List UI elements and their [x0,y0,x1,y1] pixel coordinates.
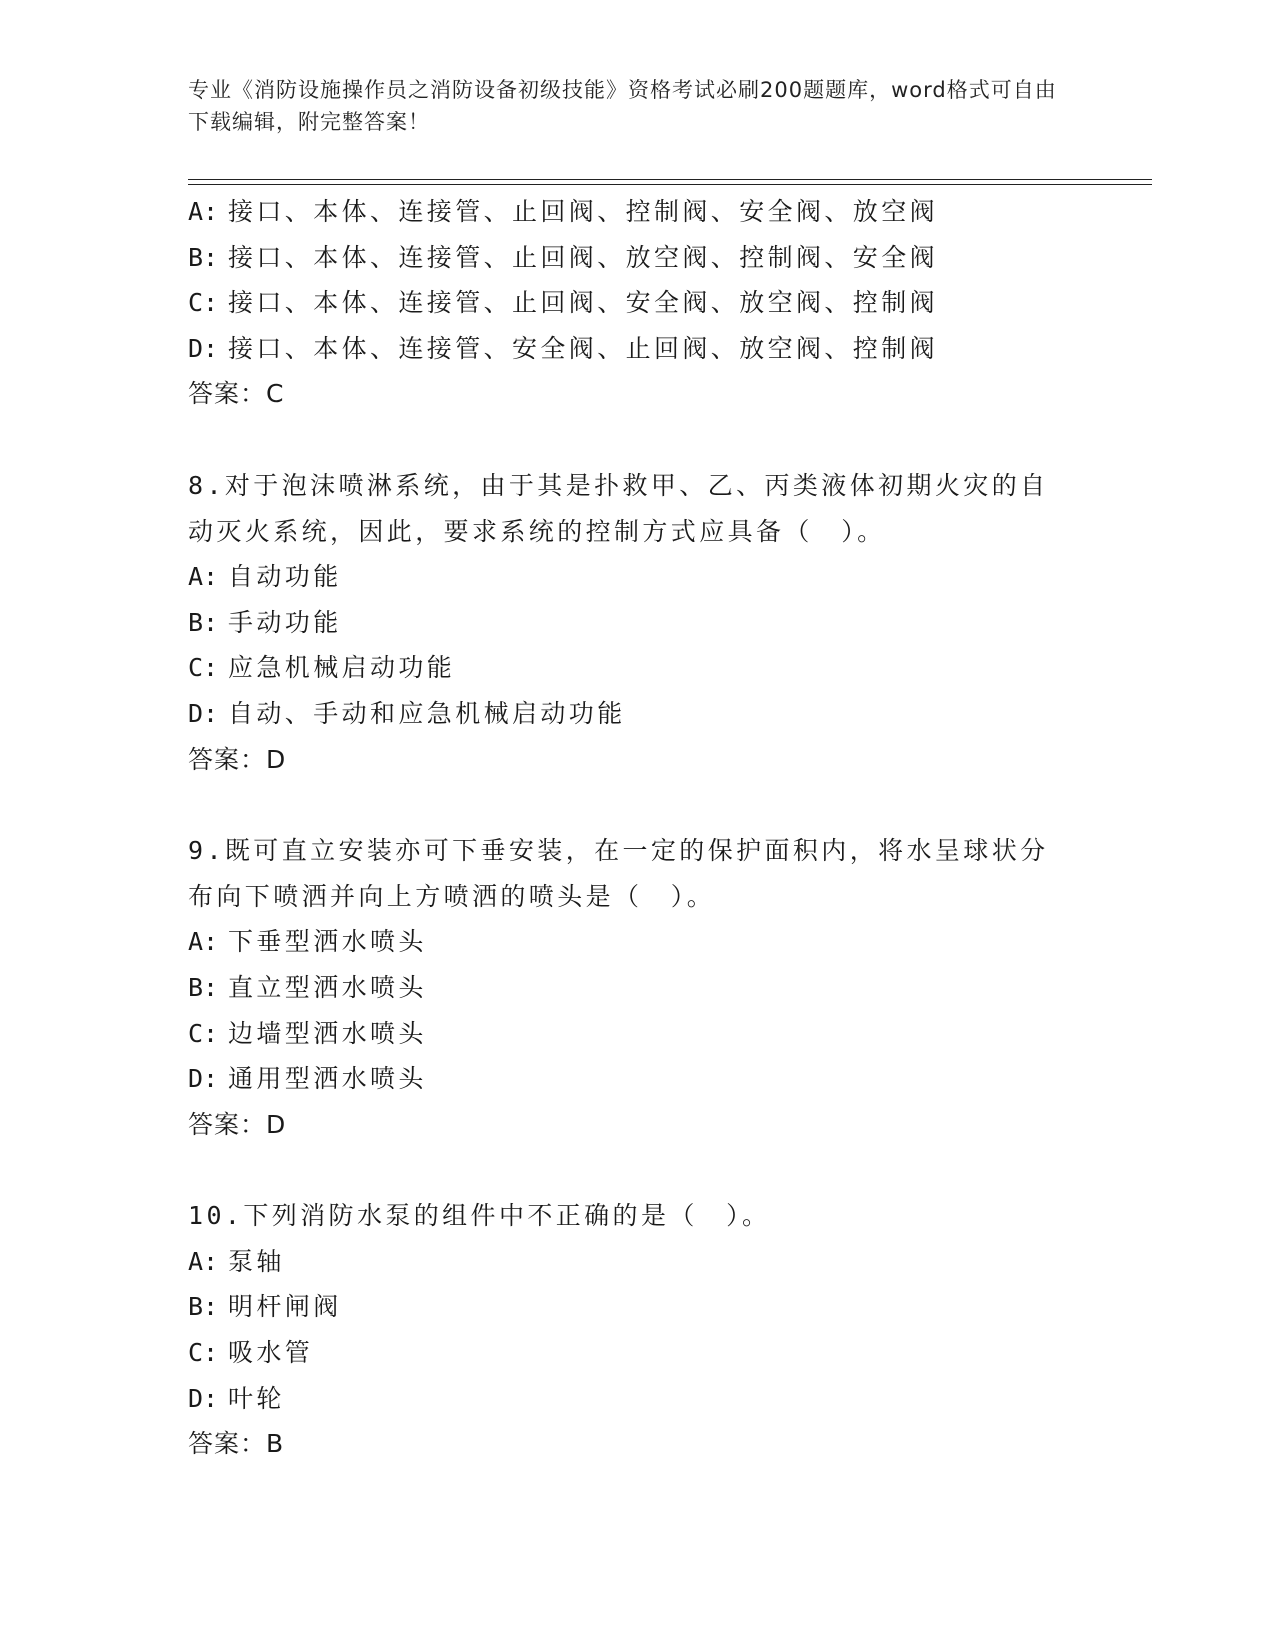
option-c [188,645,1148,691]
option-text: 接口、本体、连接管、止回阀、控制阀、安全阀、放空阀 [228,197,939,226]
option-a [188,919,1148,965]
option-key: B: [188,607,219,637]
option-d [188,691,1148,737]
answer-line: 答案：D [188,1109,287,1139]
header-divider-bottom [188,184,1152,185]
option-c [188,280,1148,326]
option-key: A: [188,1246,219,1276]
option-text: 边墙型洒水喷头 [228,1018,427,1048]
option-key: B: [188,242,219,272]
option-text: 叶轮 [228,1383,285,1413]
option-text: 接口、本体、连接管、止回阀、放空阀、控制阀、安全阀 [228,242,939,272]
option-c [188,1330,1148,1376]
option-b [188,600,1148,646]
option-text: 通用型洒水喷头 [228,1064,427,1094]
option-a [188,1239,1148,1285]
option-text: 接口、本体、连接管、安全阀、止回阀、放空阀、控制阀 [228,333,939,363]
option-text: 泵轴 [228,1246,285,1276]
option-text: 自动功能 [228,562,342,592]
option-key: B: [188,972,219,1002]
option-key: D: [188,1064,219,1094]
option-key: C: [188,653,219,683]
option-key: A: [188,562,219,592]
option-text: 自动、手动和应急机械启动功能 [228,698,626,728]
option-text: 直立型洒水喷头 [228,972,427,1002]
header-divider-top [188,179,1152,180]
option-key: B: [188,1292,219,1322]
option-key: A: [188,197,219,226]
option-text: 吸水管 [228,1338,314,1368]
option-text: 应急机械启动功能 [228,653,456,683]
option-b [188,965,1148,1011]
option-key: D: [188,333,219,363]
option-key: A: [188,927,219,957]
option-d [188,326,1148,372]
option-b [188,235,1148,281]
question-stem-line: 9.既可直立安装亦可下垂安装，在一定的保护面积内，将水呈球状分 [188,836,1049,866]
answer-line: 答案：B [188,1429,285,1459]
option-text: 接口、本体、连接管、止回阀、安全阀、放空阀、控制阀 [228,288,939,318]
question-stem-line: 10.下列消防水泵的组件中不正确的是（ ）。 [188,1201,771,1231]
question-stem-line: 布向下喷洒并向上方喷洒的喷头是（ ）。 [188,881,716,911]
option-key: C: [188,288,219,318]
option-text: 下垂型洒水喷头 [228,927,427,957]
question-content [188,189,1148,1467]
option-d [188,1376,1148,1422]
question-stem-line: 动灭火系统，因此，要求系统的控制方式应具备（ ）。 [188,516,886,546]
answer-line: 答案：D [188,744,287,774]
document-header: 专业《消防设施操作员之消防设备初级技能》资格考试必刷200题题库，word格式可自由下载编辑，附完整答案！ [188,78,1057,134]
option-key: D: [188,1383,219,1413]
option-key: D: [188,698,219,728]
question-stem-line: 8.对于泡沫喷淋系统，由于其是扑救甲、乙、丙类液体初期火灾的自 [188,470,1049,500]
answer-line: 答案：C [188,379,285,409]
option-a [188,554,1148,600]
option-key: C: [188,1018,219,1048]
option-d [188,1056,1148,1102]
option-text: 手动功能 [228,607,342,637]
option-c [188,1011,1148,1057]
option-key: C: [188,1338,219,1368]
option-b [188,1284,1148,1330]
option-a [188,189,1148,235]
option-text: 明杆闸阀 [228,1292,342,1322]
